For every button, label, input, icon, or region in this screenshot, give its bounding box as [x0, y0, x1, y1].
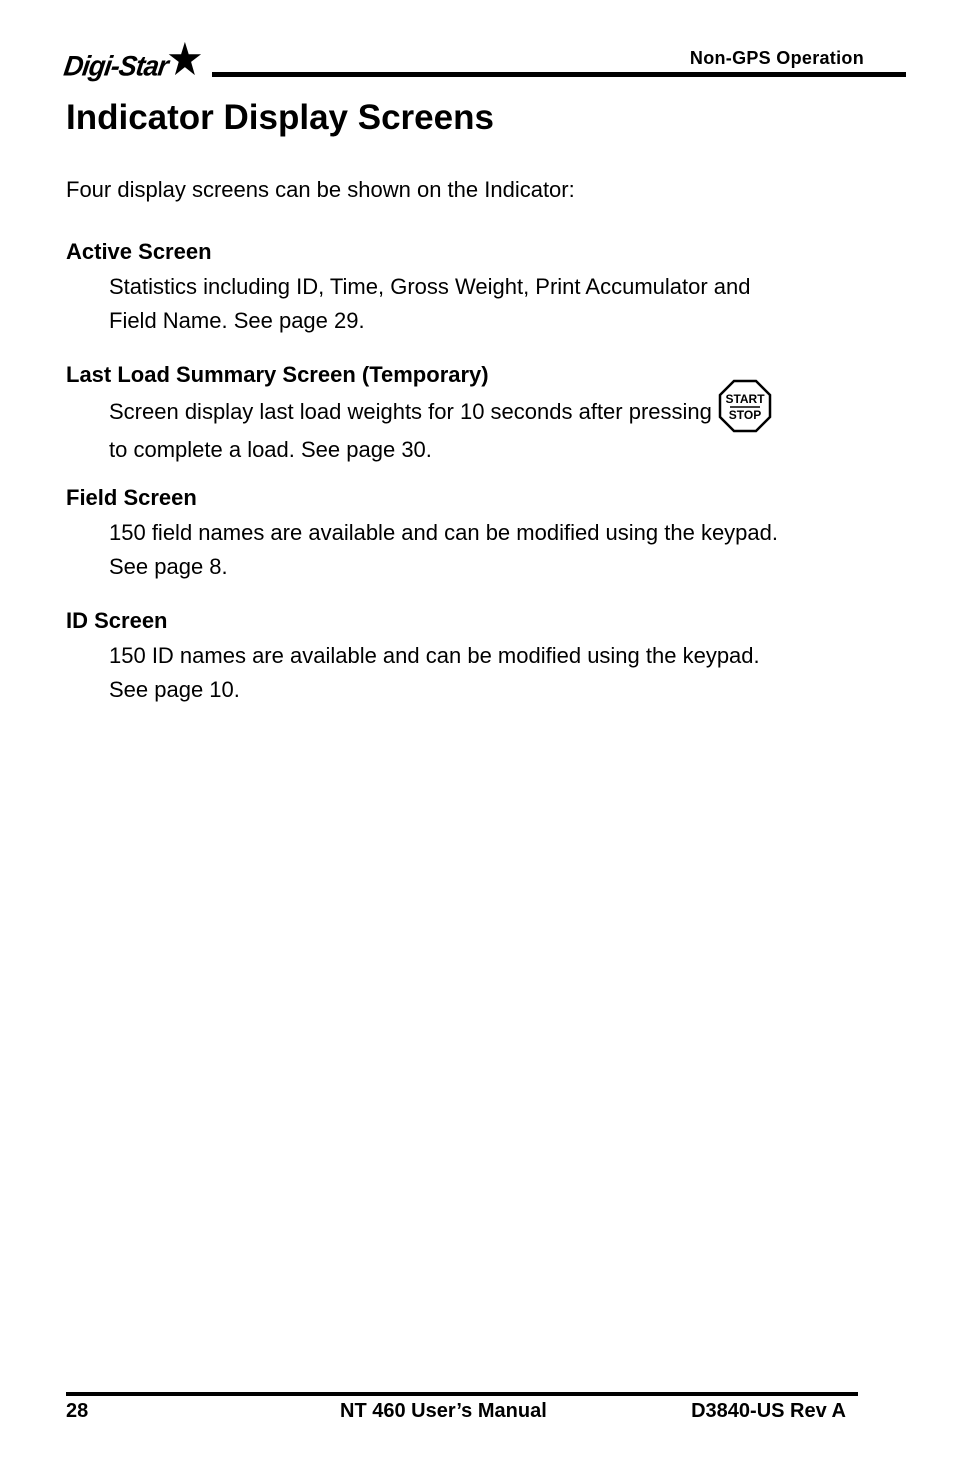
entry-line-text: Screen display last load weights for 10 seconds after pressing [109, 398, 712, 424]
entry-line: See page 10. [109, 677, 240, 702]
page-header [61, 40, 906, 82]
header-rule [212, 72, 906, 77]
entry-field-screen [66, 482, 866, 584]
document-revision: D3840-US Rev A [691, 1400, 846, 1422]
entry-line: Statistics including ID, Time, Gross Weight, Print Accumulator and [109, 274, 751, 299]
entry-line: 150 field names are available and can be modified using the keypad. [109, 520, 779, 545]
entry-line-with-key [109, 393, 866, 433]
entry-title: ID Screen [66, 608, 168, 633]
page-title: Indicator Display Screens [66, 98, 494, 137]
footer-rule [66, 1392, 858, 1396]
entry-line: 150 ID names are available and can be modified using the keypad. [109, 643, 760, 668]
entry-last-load-summary-screen [66, 359, 866, 467]
entry-title: Field Screen [66, 485, 197, 510]
entry-title: Active Screen [66, 239, 212, 264]
entry-id-screen [66, 605, 866, 707]
logo-text: Digi-Star [61, 50, 170, 82]
entry-line: to complete a load. See page 30. [109, 437, 432, 462]
entry-title: Last Load Summary Screen (Temporary) [66, 362, 489, 387]
key-label-bottom: STOP [728, 408, 762, 422]
page-footer [66, 1400, 846, 1426]
entry-active-screen [66, 236, 866, 338]
entry-body [109, 393, 866, 467]
intro-text: Four display screens can be shown on the Indicator: [66, 177, 575, 202]
digi-star-logo [61, 42, 202, 82]
star-icon [164, 40, 202, 78]
section-title: Non-GPS Operation [689, 48, 864, 68]
page-number: 28 [66, 1400, 89, 1422]
entry-line: See page 8. [109, 554, 228, 579]
entry-body [109, 516, 866, 584]
entry-body [109, 639, 866, 707]
start-stop-key-icon [718, 379, 772, 433]
entry-body [109, 270, 866, 338]
manual-name: NT 460 User’s Manual [340, 1400, 547, 1422]
key-label-top: START [725, 392, 765, 406]
entry-line: Field Name. See page 29. [109, 308, 365, 333]
